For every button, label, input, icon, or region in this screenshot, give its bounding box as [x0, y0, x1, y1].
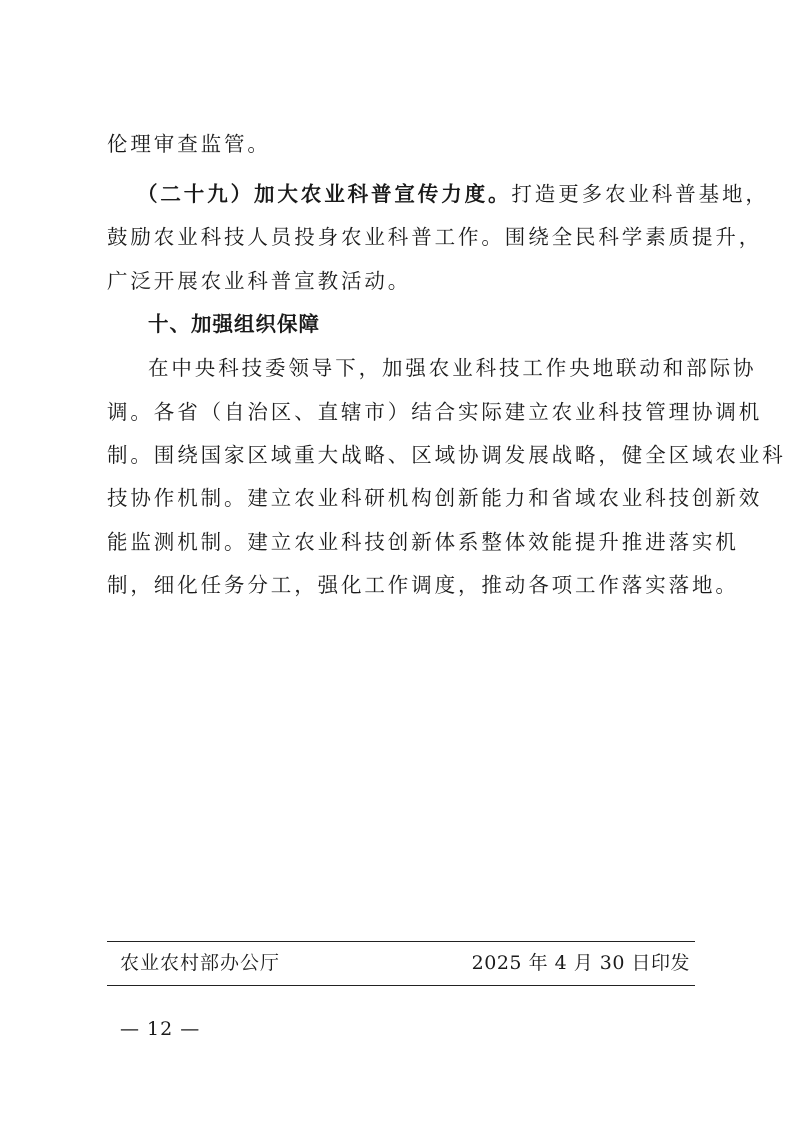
footer-top-rule: [107, 941, 695, 942]
text-line: 制，细化任务分工，强化工作调度，推动各项工作落实落地。: [107, 573, 739, 597]
item-29-line-1: [137, 179, 769, 209]
text-line: 技协作机制。建立农业科研机构创新能力和省域农业科技创新效: [107, 486, 763, 510]
text-line: 鼓励农业科技人员投身农业科普工作。围绕全民科学素质提升，: [107, 225, 763, 249]
item-29-title: （二十九）加大农业科普宣传力度。: [137, 182, 512, 206]
text-line: 能监测机制。建立农业科技创新体系整体效能提升推进落实机: [107, 530, 739, 554]
issue-date: 2025 年 4 月 30 日印发: [471, 952, 690, 974]
section-heading: 十、加强组织保障: [148, 312, 320, 336]
footer-bottom-rule: [107, 985, 695, 986]
text-line: 伦理审查监管。: [107, 132, 271, 156]
page-number: — 12 —: [120, 1018, 201, 1040]
text-line: 调。各省（自治区、直辖市）结合实际建立农业科技管理协调机: [107, 400, 763, 424]
text-line: 制。围绕国家区域重大战略、区域协调发展战略，健全区域农业科: [107, 443, 786, 467]
text-line: 在中央科技委领导下，加强农业科技工作央地联动和部际协: [148, 356, 757, 380]
item-29-text: 打造更多农业科普基地，: [511, 182, 769, 206]
issuer-label: 农业农村部办公厅: [120, 952, 281, 974]
text-line: 广泛开展农业科普宣教活动。: [107, 269, 412, 293]
